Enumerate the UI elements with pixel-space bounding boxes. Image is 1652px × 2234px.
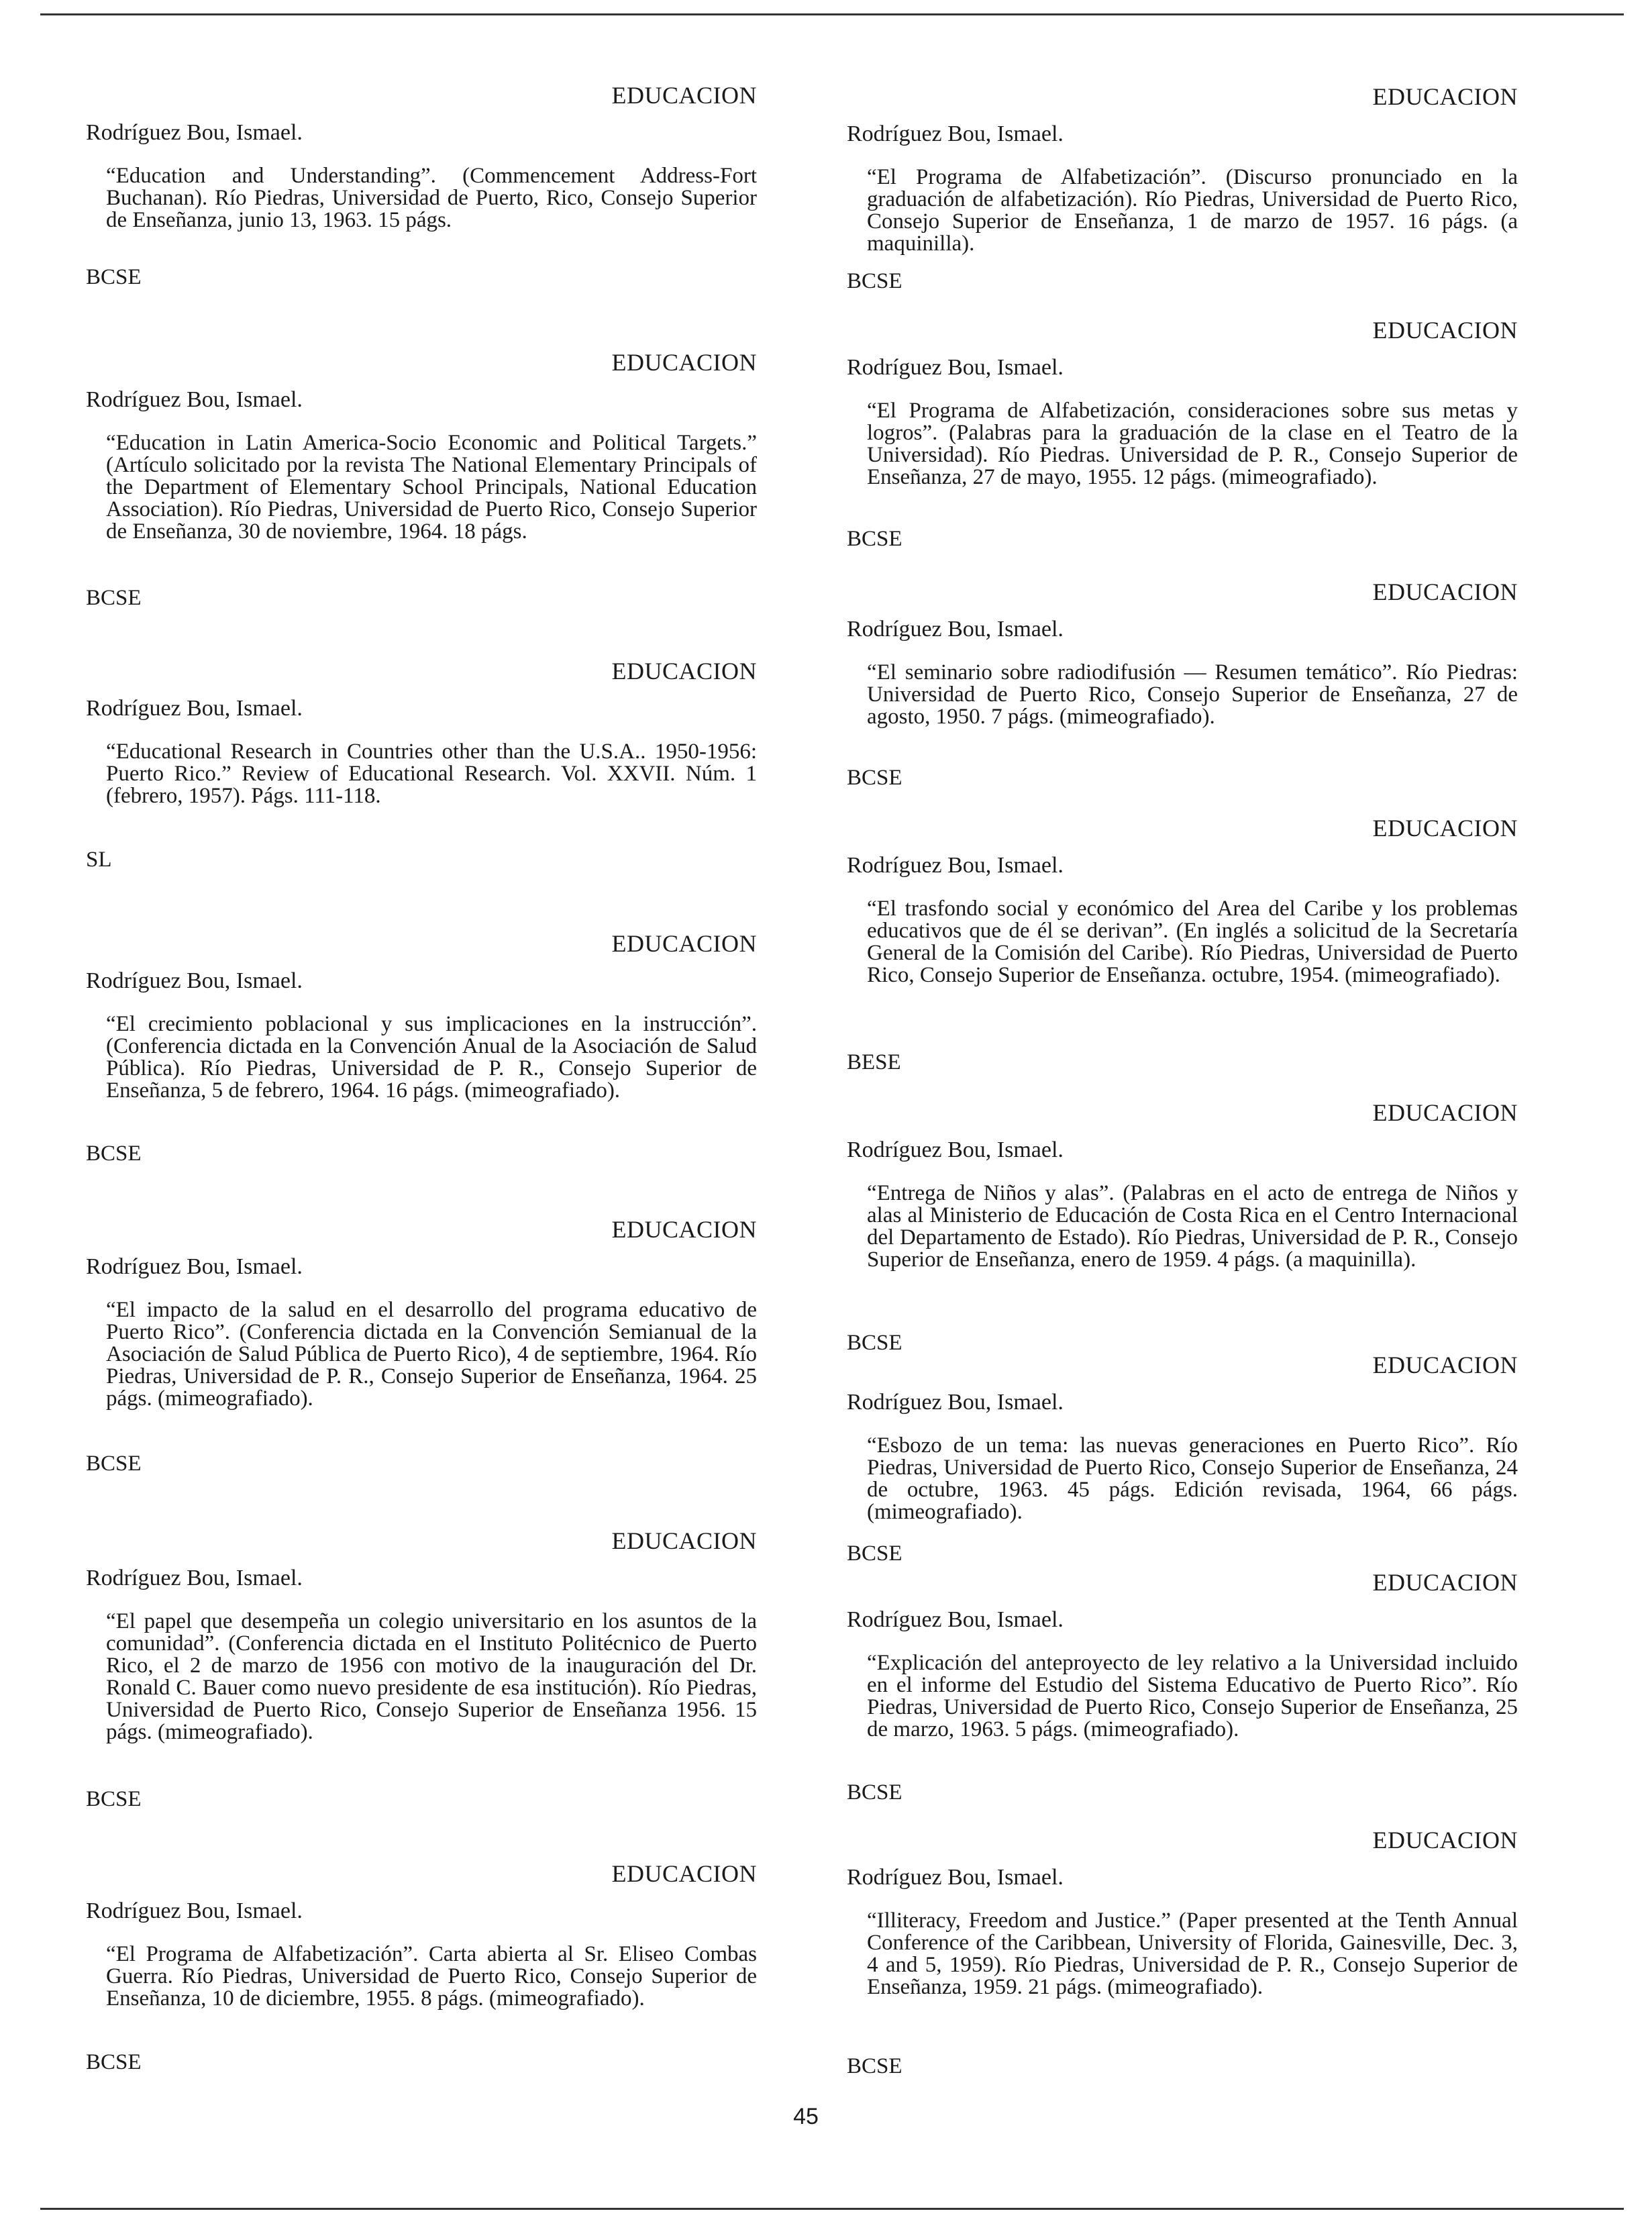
- subject-heading: EDUCACION: [1372, 83, 1518, 110]
- location-code: BCSE: [847, 2054, 902, 2078]
- location-code: BCSE: [847, 766, 902, 790]
- citation-text: “El crecimiento poblacional y sus implicaciones en la instrucción”. (Conferencia dictada en la Convención Anual de la Asociación de Salud Pública). Río Piedras, Universidad de P. R., Consejo Superior de Enseñanza, 5 de febrero, 1964. 16 págs. (mimeografiado).: [106, 1012, 757, 1103]
- author-name: Rodríguez Bou, Ismael.: [847, 1390, 1064, 1415]
- citation-text: “Esbozo de un tema: las nuevas generaciones en Puerto Rico”. Río Piedras, Universidad de Puerto Rico, Consejo Superior de Enseñanza, 24 de octubre, 1963. 45 págs. Edición revisada, 1964, 66 págs. (mimeografiado).: [867, 1433, 1518, 1524]
- subject-heading: EDUCACION: [611, 1527, 757, 1554]
- subject-heading: EDUCACION: [611, 82, 757, 109]
- author-name: Rodríguez Bou, Ismael.: [86, 696, 303, 721]
- author-name: Rodríguez Bou, Ismael.: [86, 1566, 303, 1590]
- location-code: BCSE: [847, 527, 902, 551]
- subject-heading: EDUCACION: [611, 658, 757, 684]
- location-code: SL: [86, 848, 112, 872]
- citation-text: “El impacto de la salud en el desarrollo del programa educativo de Puerto Rico”. (Conferencia dictada en la Convención Semianual de la Asociación de Salud Pública de Puerto Rico), 4 de septiembre, 1964. Río Piedras, Universidad de P. R., Consejo Superior de Enseñanza, 1964. 25 págs. (mimeografiado).: [106, 1298, 757, 1411]
- citation-text: “El seminario sobre radiodifusión — Resumen temático”. Río Piedras: Universidad de Puerto Rico, Consejo Superior de Enseñanza, 27 de agosto, 1950. 7 págs. (mimeografiado).: [867, 660, 1518, 729]
- location-code: BCSE: [86, 2050, 142, 2074]
- top-rule: [40, 13, 1624, 15]
- subject-heading: EDUCACION: [1372, 815, 1518, 842]
- citation-text: “El Programa de Alfabetización, consideraciones sobre sus metas y logros”. (Palabras para la graduación de la clase en el Teatro de la Universidad). Río Piedras. Universidad de P. R., Consejo Superior de Enseñanza, 27 de mayo, 1955. 12 págs. (mimeografiado).: [867, 399, 1518, 489]
- subject-heading: EDUCACION: [611, 930, 757, 957]
- citation-text: “El Programa de Alfabetización”. Carta abierta al Sr. Eliseo Combas Guerra. Río Piedras, Universidad de Puerto Rico, Consejo Superior de Enseñanza, 10 de diciembre, 1955. 8 págs. (mimeografiado).: [106, 1942, 757, 2011]
- citation-text: “El papel que desempeña un colegio universitario en los asuntos de la comunidad”. (Conferencia dictada en el Instituto Politécnico de Puerto Rico, el 2 de marzo de 1956 con motivo de la inauguración del Dr. Ronald C. Bauer como nuevo presidente de esa institución). Río Piedras, Universidad de Puerto Rico, Consejo Superior de Enseñanza 1956. 15 págs. (mimeografiado).: [106, 1609, 757, 1744]
- location-code: BCSE: [86, 1452, 142, 1476]
- author-name: Rodríguez Bou, Ismael.: [847, 853, 1064, 878]
- author-name: Rodríguez Bou, Ismael.: [847, 1865, 1064, 1890]
- subject-heading: EDUCACION: [611, 1860, 757, 1887]
- author-name: Rodríguez Bou, Ismael.: [847, 1137, 1064, 1162]
- location-code: BCSE: [847, 1541, 902, 1566]
- author-name: Rodríguez Bou, Ismael.: [847, 355, 1064, 380]
- subject-heading: EDUCACION: [611, 1216, 757, 1243]
- citation-text: “Explicación del anteproyecto de ley relativo a la Universidad incluido en el informe del Estudio del Sistema Educativo de Puerto Rico”. Río Piedras, Universidad de Puerto Rico, Consejo Superior de Enseñanza, 25 de marzo, 1963. 5 págs. (mimeografiado).: [867, 1651, 1518, 1741]
- citation-text: “Education in Latin America-Socio Economic and Political Targets.” (Artículo solicitado por la revista The National Elementary Principals of the Department of Elementary School Principals, National Education Association). Río Piedras, Universidad de Puerto Rico, Consejo Superior de Enseñanza, 30 de noviembre, 1964. 18 págs.: [106, 431, 757, 544]
- subject-heading: EDUCACION: [1372, 317, 1518, 344]
- location-code: BCSE: [847, 1780, 902, 1805]
- author-name: Rodríguez Bou, Ismael.: [847, 1607, 1064, 1632]
- citation-text: “Education and Understanding”. (Commencement Address-Fort Buchanan). Río Piedras, Universidad de Puerto, Rico, Consejo Superior de Enseñanza, junio 13, 1963. 15 págs.: [106, 164, 757, 232]
- citation-text: “Educational Research in Countries other than the U.S.A.. 1950-1956: Puerto Rico.” Review of Educational Research. Vol. XXVII. Núm. 1 (febrero, 1957). Págs. 111-118.: [106, 740, 757, 808]
- subject-heading: EDUCACION: [611, 349, 757, 376]
- citation-text: “Entrega de Niños y alas”. (Palabras en el acto de entrega de Niños y alas al Ministerio de Educación de Costa Rica en el Centro Internacional del Departamento de Estado). Río Piedras, Universidad de P. R., Consejo Superior de Enseñanza, enero de 1959. 4 págs. (a maquinilla).: [867, 1181, 1518, 1272]
- author-name: Rodríguez Bou, Ismael.: [86, 1254, 303, 1279]
- page-number: 45: [793, 2104, 819, 2129]
- author-name: Rodríguez Bou, Ismael.: [86, 120, 303, 145]
- location-code: BCSE: [86, 586, 142, 610]
- location-code: BCSE: [847, 269, 902, 293]
- citation-text: “El Programa de Alfabetización”. (Discurso pronunciado en la graduación de alfabetización). Río Piedras, Universidad de Puerto Rico, Consejo Superior de Enseñanza, 1 de marzo de 1957. 16 págs. (a maquinilla).: [867, 165, 1518, 256]
- bottom-rule: [40, 2208, 1624, 2210]
- author-name: Rodríguez Bou, Ismael.: [86, 387, 303, 412]
- location-code: BCSE: [86, 1787, 142, 1811]
- location-code: BCSE: [86, 1141, 142, 1166]
- citation-text: “El trasfondo social y económico del Area del Caribe y los problemas educativos que de él se derivan”. (En inglés a solicitud de la Secretaría General de la Comisión del Caribe). Río Piedras, Universidad de Puerto Rico, Consejo Superior de Enseñanza. octubre, 1954. (mimeografiado).: [867, 897, 1518, 987]
- subject-heading: EDUCACION: [1372, 1827, 1518, 1854]
- citation-text: “Illiteracy, Freedom and Justice.” (Paper presented at the Tenth Annual Conference of the Caribbean, University of Florida, Gainesville, Dec. 3, 4 and 5, 1959). Río Piedras, Universidad de P. R., Consejo Superior de Enseñanza, 1959. 21 págs. (mimeografiado).: [867, 1909, 1518, 1999]
- author-name: Rodríguez Bou, Ismael.: [847, 121, 1064, 146]
- location-code: BCSE: [847, 1331, 902, 1355]
- subject-heading: EDUCACION: [1372, 578, 1518, 605]
- subject-heading: EDUCACION: [1372, 1352, 1518, 1378]
- location-code: BCSE: [86, 265, 142, 289]
- author-name: Rodríguez Bou, Ismael.: [847, 617, 1064, 642]
- location-code: BESE: [847, 1050, 901, 1074]
- subject-heading: EDUCACION: [1372, 1569, 1518, 1596]
- author-name: Rodríguez Bou, Ismael.: [86, 1898, 303, 1923]
- subject-heading: EDUCACION: [1372, 1099, 1518, 1126]
- author-name: Rodríguez Bou, Ismael.: [86, 968, 303, 993]
